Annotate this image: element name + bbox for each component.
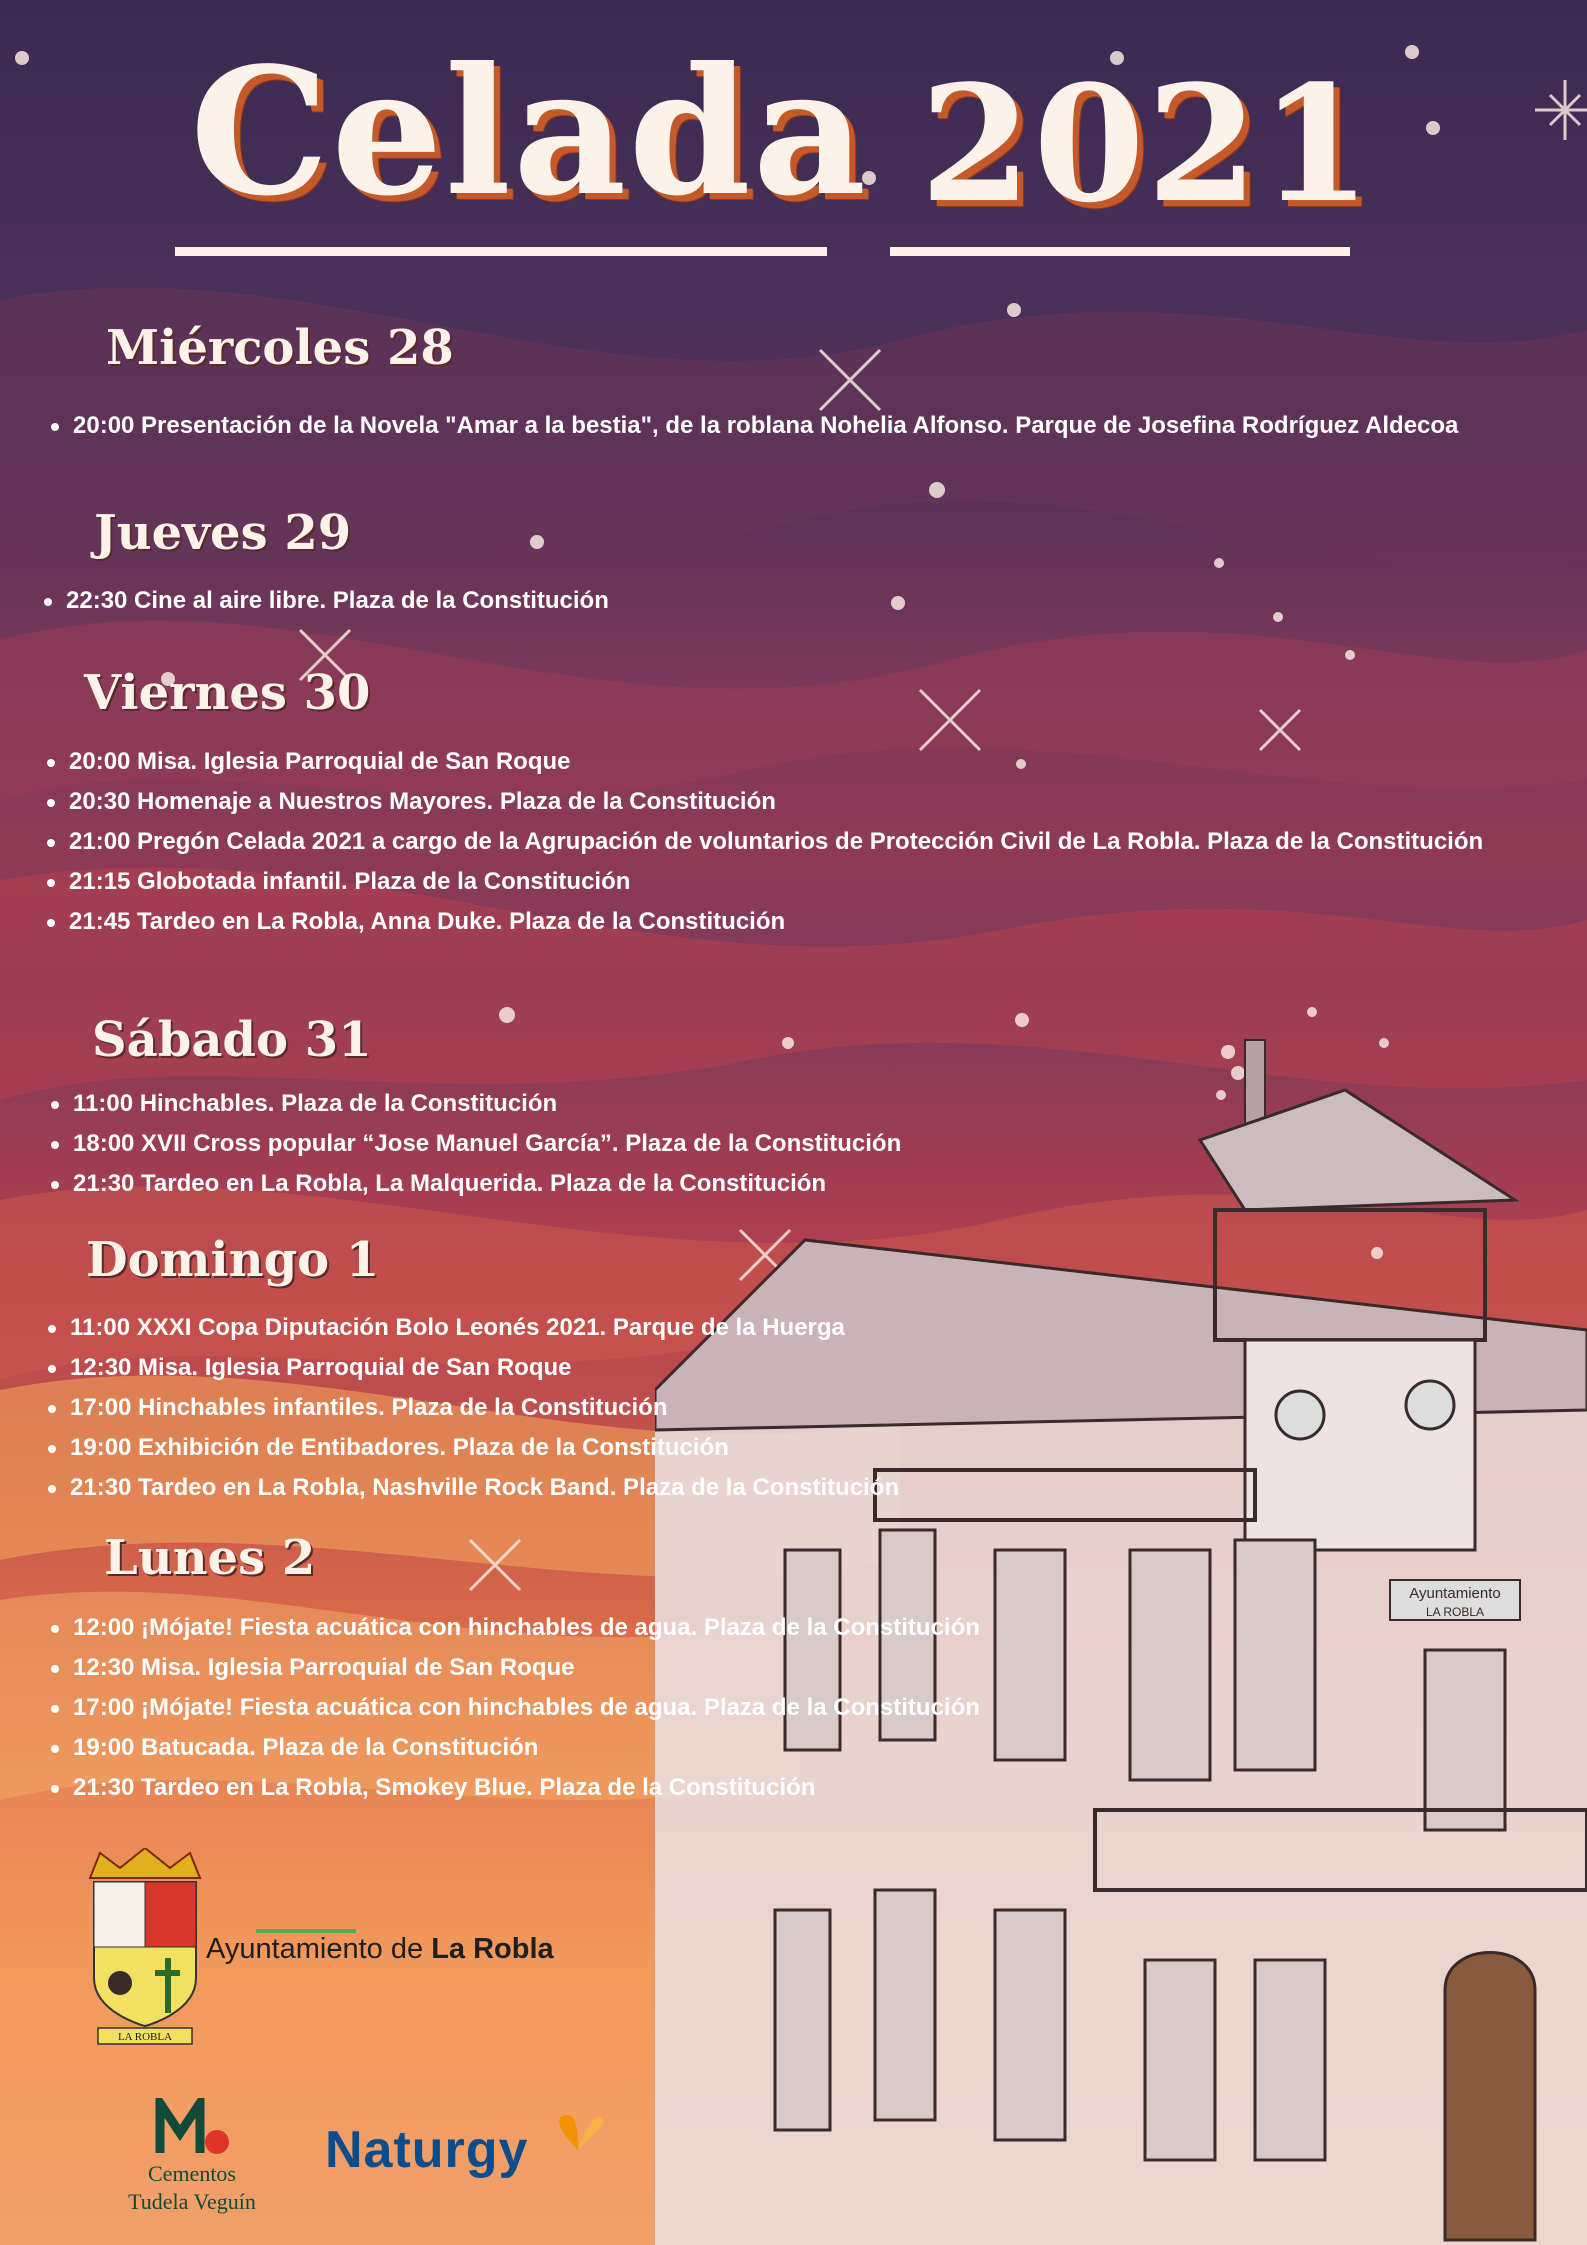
event-item: 21:30 Tardeo en La Robla, La Malquerida. Plaza de la Constitución [73,1166,826,1202]
crest-ribbon-text: LA ROBLA [117,2031,173,2043]
event-item: 12:30 Misa. Iglesia Parroquial de San Roque [70,1350,572,1386]
event-item: 21:30 Tardeo en La Robla, Smokey Blue. Plaza de la Constitución [73,1770,815,1806]
event-item: 20:30 Homenaje a Nuestros Mayores. Plaza de la Constitución [69,784,776,820]
event-item: 19:00 Exhibición de Entibadores. Plaza de la Constitución [70,1430,729,1466]
building-sign-line1: Ayuntamiento [1409,1585,1501,1602]
cementos-m-logo [155,2098,235,2158]
naturgy-logo [325,2120,528,2180]
la-robla-crest-logo [80,1848,210,2048]
event-item: 21:15 Globotada infantil. Plaza de la Constitución [69,864,630,900]
event-item: 12:30 Misa. Iglesia Parroquial de San Roque [73,1650,575,1686]
title-underline-right [890,247,1350,256]
cementos-line1: Cementos [148,2161,236,2186]
event-item: 12:00 ¡Mójate! Fiesta acuática con hinchables de agua. Plaza de la Constitución [73,1610,980,1646]
butterfly-icon [548,2110,608,2160]
ayuntamiento-name: La Robla [431,1933,554,1965]
day-heading-sabado: Sábado 31 [92,1012,372,1068]
event-item: 21:30 Tardeo en La Robla, Nashville Rock Band. Plaza de la Constitución [70,1470,899,1506]
day-heading-domingo: Domingo 1 [86,1232,380,1288]
event-item: 11:00 XXXI Copa Diputación Bolo Leonés 2021. Parque de la Huerga [70,1310,845,1346]
event-item: 21:00 Pregón Celada 2021 a cargo de la Agrupación de voluntarios de Protección Civil de La Robla. Plaza de la Constitución [69,824,1483,860]
page-title [190,30,1374,238]
building-sign-line2: LA ROBLA [1425,1605,1485,1619]
ayuntamiento-prefix: Ayuntamiento de [206,1933,432,1965]
day-heading-viernes: Viernes 30 [84,665,371,721]
event-item: 19:00 Batucada. Plaza de la Constitución [73,1730,538,1766]
event-item: 21:45 Tardeo en La Robla, Anna Duke. Plaza de la Constitución [69,904,785,940]
event-item: 11:00 Hinchables. Plaza de la Constitución [73,1086,557,1122]
event-item: 20:00 Misa. Iglesia Parroquial de San Roque [69,744,571,780]
day-heading-jueves: Jueves 29 [94,505,352,561]
title-word: Celada [190,30,869,235]
event-item: 17:00 ¡Mójate! Fiesta acuática con hinchables de agua. Plaza de la Constitución [73,1690,980,1726]
cementos-line2: Tudela Veguín [128,2189,256,2214]
title-year: 2021 [920,50,1374,238]
cementos-logo-text [112,2160,272,2216]
event-item: 20:00 Presentación de la Novela "Amar a la bestia", de la roblana Nohelia Alfonso. Parque de Josefina Rodríguez Aldecoa [73,408,1491,444]
event-item: 18:00 XVII Cross popular “Jose Manuel García”. Plaza de la Constitución [73,1126,901,1162]
day-heading-miercoles: Miércoles 28 [106,320,454,376]
event-item: 17:00 Hinchables infantiles. Plaza de la Constitución [70,1390,668,1426]
day-heading-lunes: Lunes 2 [104,1530,316,1586]
ayuntamiento-logo-text [206,1933,554,1966]
event-item: 22:30 Cine al aire libre. Plaza de la Constitución [66,583,609,619]
naturgy-wordmark: Naturgy [325,2121,529,2179]
title-underline-left [175,247,827,256]
